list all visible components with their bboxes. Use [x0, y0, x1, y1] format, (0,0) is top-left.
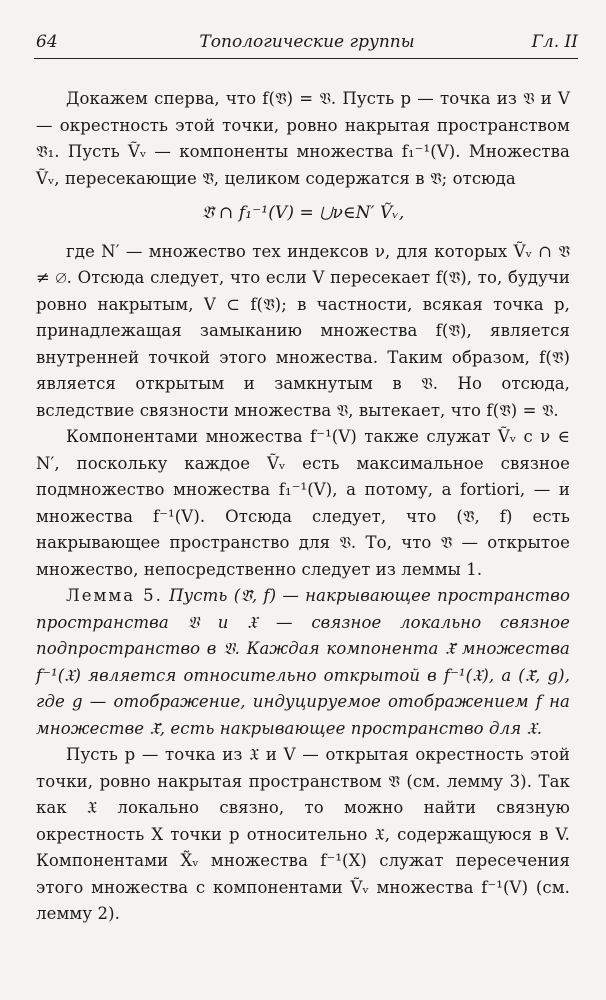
- lemma-text: Пусть (𝔙̃, f) — накрывающее пространство пространства 𝔙 и 𝔛 — связное локально связное подпространство в 𝔙. Каждая компонента 𝔛̃ множества f⁻¹(𝔛) является относительно открытой в f⁻¹(𝔛), а (𝔛̃, g), где g — отображение, индуцируемое отображением f на множестве 𝔛̃, есть накрывающее пространство для 𝔛.: [36, 586, 570, 738]
- page-number: 64: [36, 32, 58, 52]
- running-title: Топологические группы: [199, 32, 415, 52]
- lemma-label: Лемма 5.: [66, 586, 163, 605]
- lemma-5: [36, 583, 570, 742]
- header-rule: [34, 58, 578, 59]
- paragraph-4: Пусть p — точка из 𝔛 и V — открытая окрестность этой точки, ровно накрытая пространством 𝔙̃ (см. лемму 3). Так как 𝔛 локально связно, то можно найти связную окрестность X точки p относительно 𝔛, содержащуюся в V. Компонентами X̃ᵥ множества f⁻¹(X) служат пересечения этого множества с компонентами Ṽᵥ множества f⁻¹(V) (см. лемму 2).: [36, 745, 570, 923]
- paragraph-1: Докажем сперва, что f(𝔙̃) = 𝔙. Пусть p — точка из 𝔙 и V — окрестность этой точки, ровно накрытая пространством 𝔙̃₁. Пусть Ṽᵥ — компоненты множества f₁⁻¹(V). Множества Ṽᵥ, пересекающие 𝔙̃, целиком содержатся в 𝔙̃; отсюда: [36, 89, 570, 188]
- running-header: [36, 32, 578, 56]
- paragraph-3: Компонентами множества f⁻¹(V) также служат Ṽᵥ с ν ∈ N′, поскольку каждое Ṽᵥ есть максимальное связное подмножество множества f₁⁻¹(V), а потому, a fortiori, — и множества f⁻¹(V). Отсюда следует, что (𝔙̃, f) есть накрывающее пространство для 𝔙. То, что 𝔙̃ — открытое множество, непосредственно следует из леммы 1.: [36, 427, 570, 579]
- chapter-label: Гл. II: [531, 32, 578, 52]
- paragraph-2: где N′ — множество тех индексов ν, для которых Ṽᵥ ∩ 𝔙̃ ≠ ∅. Отсюда следует, что если V пересекает f(𝔙̃), то, будучи ровно накрытым, V ⊂ f(𝔙̃); в частности, всякая точка p, принадлежащая замыканию множества f(𝔙̃), является внутренней точкой этого множества. Таким образом, f(𝔙̃) является открытым и замкнутым в 𝔙. Но отсюда, вследствие связности множества 𝔙, вытекает, что f(𝔙̃) = 𝔙.: [36, 241, 570, 420]
- display-formula: 𝔙̃ ∩ f₁⁻¹(V) = ⋃ν∈N′ Ṽᵥ,: [201, 203, 405, 223]
- page-body: [36, 86, 570, 928]
